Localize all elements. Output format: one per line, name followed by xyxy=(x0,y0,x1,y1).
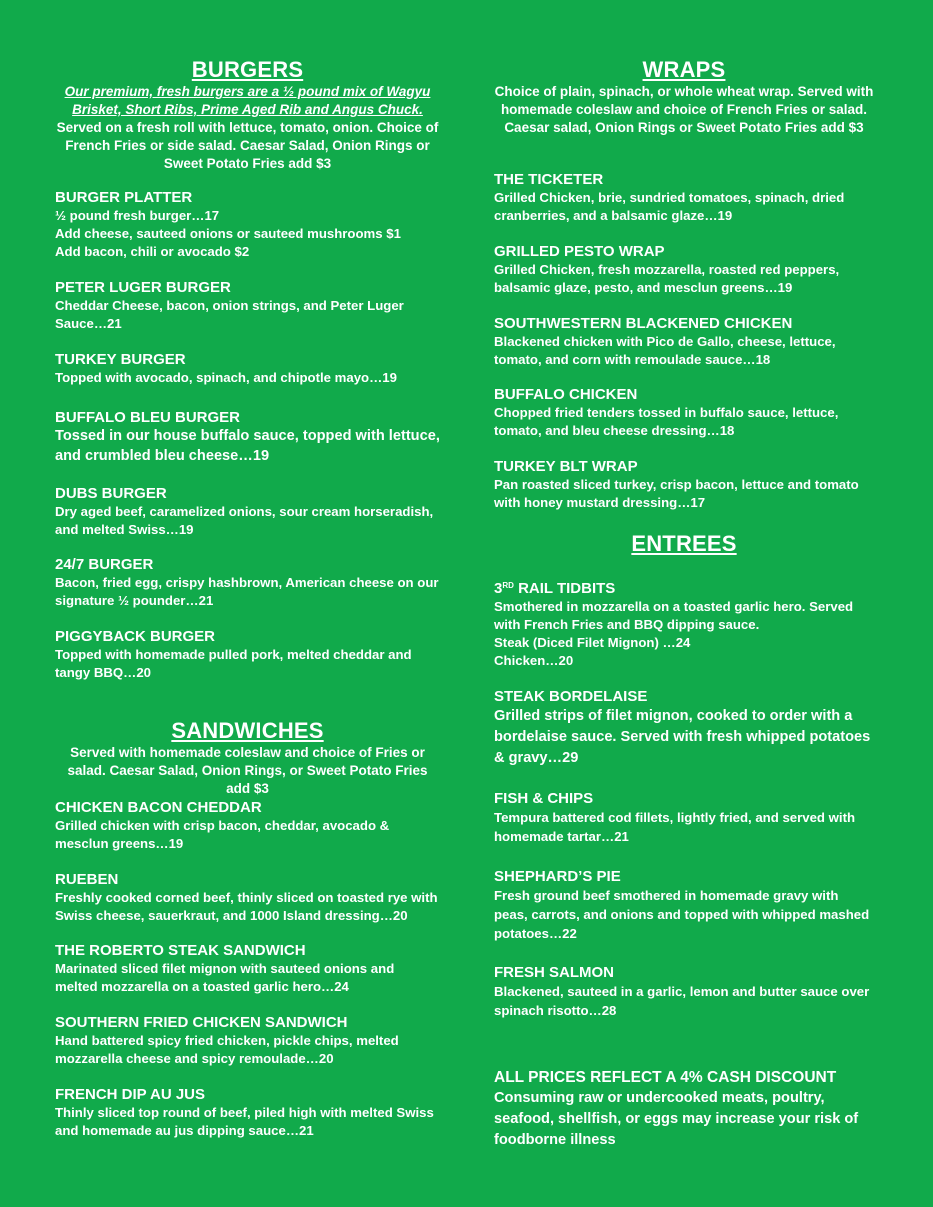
item-desc: Marinated sliced filet mignon with sauteed onions and melted mozzarella on a toasted garlic hero…24 xyxy=(55,961,395,994)
item-desc: Smothered in mozzarella on a toasted garlic hero. Served with French Fries and BBQ dipping sauce. xyxy=(494,599,854,632)
item-desc: Topped with avocado, spinach, and chipotle mayo…19 xyxy=(55,370,397,385)
item-name: TURKEY BLT WRAP xyxy=(494,458,638,475)
menu-item-steak-bordelaise xyxy=(494,688,874,769)
item-desc: Bacon, fried egg, crispy hashbrown, American cheese on our signature ½ pounder…21 xyxy=(55,575,439,608)
item-name: SOUTHWESTERN BLACKENED CHICKEN xyxy=(494,315,793,332)
menu-item-24-7-burger xyxy=(55,556,440,610)
item-desc: Grilled Chicken, brie, sundried tomatoes, spinach, dried cranberries, and a balsamic glaze…19 xyxy=(494,190,845,223)
item-name: SHEPHARD’S PIE xyxy=(494,868,621,885)
burgers-heading: BURGERS xyxy=(191,57,304,82)
item-name: THE TICKETER xyxy=(494,171,604,188)
item-desc: Chopped fried tenders tossed in buffalo sauce, lettuce, tomato, and bleu cheese dressing…18 xyxy=(494,405,839,438)
item-name: DUBS BURGER xyxy=(55,485,167,502)
wraps-heading: WRAPS xyxy=(642,57,726,82)
menu-item-fish-and-chips xyxy=(494,790,874,846)
item-desc: Blackened, sauteed in a garlic, lemon and butter sauce over spinach risotto…28 xyxy=(494,984,870,1018)
item-desc: Pan roasted sliced turkey, crisp bacon, lettuce and tomato with honey mustard dressing…17 xyxy=(494,477,859,510)
menu-item-buffalo-bleu-burger xyxy=(55,409,440,466)
item-name: FRESH SALMON xyxy=(494,964,614,981)
menu-item-roberto-steak-sandwich xyxy=(55,942,440,996)
cash-discount-notice xyxy=(494,1068,874,1151)
menu-item-rueben xyxy=(55,871,440,925)
menu-item-fresh-salmon xyxy=(494,964,874,1020)
menu-item-chicken-bacon-cheddar xyxy=(55,799,440,853)
item-name: BUFFALO BLEU BURGER xyxy=(55,409,240,426)
notice-title: ALL PRICES REFLECT A 4% CASH DISCOUNT xyxy=(494,1069,837,1086)
item-name-number: 3 xyxy=(494,580,503,597)
item-name: 24/7 BURGER xyxy=(55,556,154,573)
menu-item-turkey-burger xyxy=(55,351,440,387)
menu-item-burger-platter xyxy=(55,189,440,261)
item-name: CHICKEN BACON CHEDDAR xyxy=(55,799,262,816)
item-name: PIGGYBACK BURGER xyxy=(55,628,216,645)
item-desc: Grilled Chicken, fresh mozzarella, roasted red peppers, balsamic glaze, pesto, and mesclun greens…19 xyxy=(494,262,840,295)
item-name-ordinal: RD xyxy=(502,581,514,590)
burgers-intro-text: Served on a fresh roll with lettuce, tomato, onion. Choice of French Fries or side salad. Caesar Salad, Onion Rings or Sweet Potato Fries add $3 xyxy=(56,120,439,171)
menu-item-southwestern-blackened-chicken xyxy=(494,315,874,369)
item-desc: Grilled strips of filet mignon, cooked to order with a bordelaise sauce. Served with fresh whipped potatoes & gravy…29 xyxy=(494,708,871,766)
item-desc: Add bacon, chili or avocado $2 xyxy=(55,244,250,259)
burgers-intro-highlight: Our premium, fresh burgers are a ½ pound mix of Wagyu Brisket, Short Ribs, Prime Aged Rib and Angus Chuck. xyxy=(64,84,431,117)
item-name: GRILLED PESTO WRAP xyxy=(494,243,665,260)
item-desc: Blackened chicken with Pico de Gallo, cheese, lettuce, tomato, and corn with remoulade sauce…18 xyxy=(494,334,836,367)
item-name: STEAK BORDELAISE xyxy=(494,688,648,705)
item-desc: Chicken…20 xyxy=(494,653,574,668)
item-desc: Topped with homemade pulled pork, melted cheddar and tangy BBQ…20 xyxy=(55,647,412,680)
item-desc: Dry aged beef, caramelized onions, sour cream horseradish, and melted Swiss…19 xyxy=(55,504,434,537)
menu-item-the-ticketer xyxy=(494,171,874,225)
item-name: TURKEY BURGER xyxy=(55,351,186,368)
menu-item-grilled-pesto-wrap xyxy=(494,243,874,297)
menu-item-piggyback-burger xyxy=(55,628,440,682)
entrees-heading: ENTREES xyxy=(631,531,737,556)
item-desc: Hand battered spicy fried chicken, pickle chips, melted mozzarella cheese and spicy remoulade…20 xyxy=(55,1033,399,1066)
item-desc: Steak (Diced Filet Mignon) …24 xyxy=(494,635,691,650)
menu-item-shephards-pie xyxy=(494,868,874,943)
menu-item-buffalo-chicken xyxy=(494,386,874,440)
item-desc: Grilled chicken with crisp bacon, cheddar, avocado & mesclun greens…19 xyxy=(55,818,390,851)
item-name: FRENCH DIP AU JUS xyxy=(55,1086,206,1103)
item-name: RUEBEN xyxy=(55,871,119,888)
menu-item-french-dip-au-jus xyxy=(55,1086,440,1140)
menu-item-turkey-blt-wrap xyxy=(494,458,874,512)
item-desc: Cheddar Cheese, bacon, onion strings, and Peter Luger Sauce…21 xyxy=(55,298,404,331)
item-desc: Tempura battered cod fillets, lightly fried, and served with homemade tartar…21 xyxy=(494,810,856,844)
item-desc: Fresh ground beef smothered in homemade gravy with peas, carrots, and onions and topped with whipped mashed potatoes…22 xyxy=(494,888,870,941)
menu-item-peter-luger-burger xyxy=(55,279,440,333)
menu-item-southern-fried-chicken-sandwich xyxy=(55,1014,440,1068)
item-desc: ½ pound fresh burger…17 xyxy=(55,208,220,223)
item-name: FISH & CHIPS xyxy=(494,790,594,807)
item-desc: Tossed in our house buffalo sauce, topped with lettuce, and crumbled bleu cheese…19 xyxy=(55,428,440,464)
menu-item-dubs-burger xyxy=(55,485,440,539)
burgers-intro xyxy=(55,83,440,173)
item-name: BUFFALO CHICKEN xyxy=(494,386,638,403)
item-name: BURGER PLATTER xyxy=(55,189,193,206)
item-name: SOUTHERN FRIED CHICKEN SANDWICH xyxy=(55,1014,348,1031)
sandwiches-heading: SANDWICHES xyxy=(171,718,324,743)
item-desc: Add cheese, sauteed onions or sauteed mushrooms $1 xyxy=(55,226,401,241)
item-name xyxy=(494,577,874,598)
item-desc: Thinly sliced top round of beef, piled high with melted Swiss and homemade au jus dipping sauce…21 xyxy=(55,1105,434,1138)
wraps-intro: Choice of plain, spinach, or whole wheat wrap. Served with homemade coleslaw and choice of French Fries or salad. Caesar salad, Onion Rings or Sweet Potato Fries add $3 xyxy=(494,84,874,135)
sandwiches-intro: Served with homemade coleslaw and choice of Fries or salad. Caesar Salad, Onion Rings, or Sweet Potato Fries add $3 xyxy=(67,745,428,796)
item-desc: Freshly cooked corned beef, thinly sliced on toasted rye with Swiss cheese, sauerkraut, and 1000 Island dressing…20 xyxy=(55,890,438,923)
item-name: THE ROBERTO STEAK SANDWICH xyxy=(55,942,306,959)
item-name-text: RAIL TIDBITS xyxy=(513,580,616,597)
menu-item-3rd-rail-tidbits xyxy=(494,577,874,670)
item-name: PETER LUGER BURGER xyxy=(55,279,231,296)
notice-body: Consuming raw or undercooked meats, poultry, seafood, shellfish, or eggs may increase your risk of foodborne illness xyxy=(494,1090,859,1148)
